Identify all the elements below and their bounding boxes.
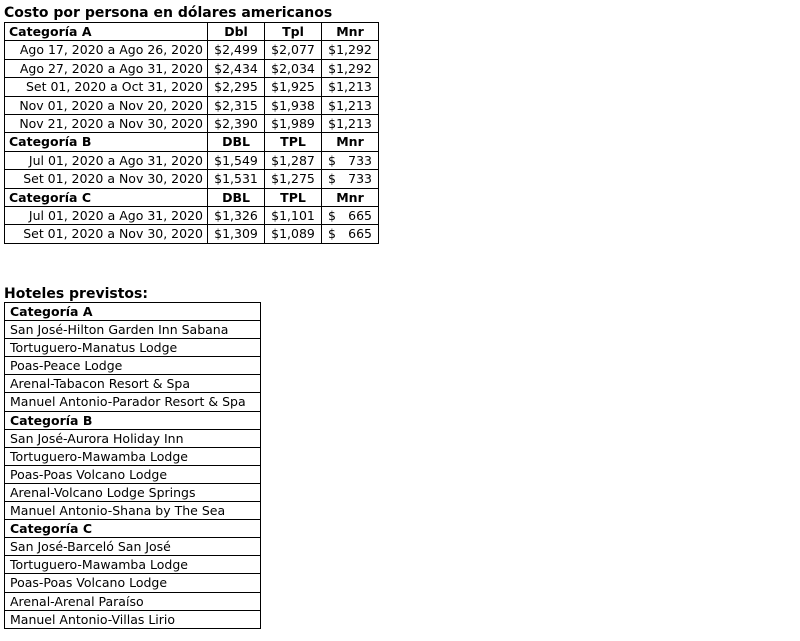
category-a-header: Categoría A bbox=[5, 23, 208, 41]
list-item bbox=[5, 483, 261, 501]
hotel-name: Poas-Peace Lodge bbox=[5, 357, 261, 375]
tpl-price: $1,989 bbox=[265, 115, 322, 133]
hotel-table bbox=[4, 302, 261, 629]
list-item bbox=[5, 592, 261, 610]
table-row bbox=[5, 170, 379, 188]
hotel-name: Tortuguero-Mawamba Lodge bbox=[5, 556, 261, 574]
col-mnr-header: Mnr bbox=[322, 188, 379, 206]
tpl-price: $1,287 bbox=[265, 151, 322, 169]
hotel-name: Poas-Poas Volcano Lodge bbox=[5, 574, 261, 592]
tpl-price: $1,101 bbox=[265, 207, 322, 225]
mnr-value: 665 bbox=[348, 208, 372, 224]
dbl-price: $2,295 bbox=[208, 78, 265, 96]
hotel-name: Arenal-Arenal Paraíso bbox=[5, 592, 261, 610]
list-item bbox=[5, 357, 261, 375]
col-dbl-header: Dbl bbox=[208, 23, 265, 41]
table-row bbox=[5, 41, 379, 59]
date-range: Jul 01, 2020 a Ago 31, 2020 bbox=[5, 207, 208, 225]
tpl-price: $1,089 bbox=[265, 225, 322, 243]
col-tpl-header: TPL bbox=[265, 188, 322, 206]
category-b-header: Categoría B bbox=[5, 133, 208, 151]
dbl-price: $2,390 bbox=[208, 115, 265, 133]
mnr-price: $1,292 bbox=[322, 59, 379, 77]
tpl-price: $2,034 bbox=[265, 59, 322, 77]
hotel-name: San José-Barceló San José bbox=[5, 538, 261, 556]
category-row bbox=[5, 411, 261, 429]
list-item bbox=[5, 610, 261, 628]
table-header-row bbox=[5, 188, 379, 206]
list-item bbox=[5, 502, 261, 520]
dbl-price: $1,549 bbox=[208, 151, 265, 169]
mnr-price bbox=[322, 207, 379, 225]
currency-symbol: $ bbox=[328, 171, 336, 187]
category-row bbox=[5, 303, 261, 321]
dbl-price: $1,326 bbox=[208, 207, 265, 225]
mnr-value: 733 bbox=[348, 171, 372, 187]
mnr-price: $1,213 bbox=[322, 78, 379, 96]
list-item bbox=[5, 538, 261, 556]
dbl-price: $1,531 bbox=[208, 170, 265, 188]
col-tpl-header: Tpl bbox=[265, 23, 322, 41]
date-range: Nov 01, 2020 a Nov 20, 2020 bbox=[5, 96, 208, 114]
hotel-name: San José-Hilton Garden Inn Sabana bbox=[5, 321, 261, 339]
mnr-price bbox=[322, 225, 379, 243]
list-item bbox=[5, 556, 261, 574]
list-item bbox=[5, 465, 261, 483]
mnr-price: $1,292 bbox=[322, 41, 379, 59]
category-c-header: Categoría C bbox=[5, 188, 208, 206]
table-header-row bbox=[5, 23, 379, 41]
list-item bbox=[5, 375, 261, 393]
table-row bbox=[5, 225, 379, 243]
mnr-value: 733 bbox=[348, 152, 372, 168]
table-row bbox=[5, 96, 379, 114]
dbl-price: $2,434 bbox=[208, 59, 265, 77]
mnr-value: 665 bbox=[348, 226, 372, 242]
tpl-price: $2,077 bbox=[265, 41, 322, 59]
col-mnr-header: Mnr bbox=[322, 133, 379, 151]
date-range: Set 01, 2020 a Oct 31, 2020 bbox=[5, 78, 208, 96]
hotel-name: San José-Aurora Holiday Inn bbox=[5, 429, 261, 447]
price-table bbox=[4, 22, 379, 244]
list-item bbox=[5, 393, 261, 411]
mnr-price bbox=[322, 151, 379, 169]
tpl-price: $1,275 bbox=[265, 170, 322, 188]
hotel-name: Arenal-Tabacon Resort & Spa bbox=[5, 375, 261, 393]
table-row bbox=[5, 59, 379, 77]
tpl-price: $1,938 bbox=[265, 96, 322, 114]
table-header-row bbox=[5, 133, 379, 151]
hotel-name: Manuel Antonio-Parador Resort & Spa bbox=[5, 393, 261, 411]
list-item bbox=[5, 429, 261, 447]
date-range: Ago 27, 2020 a Ago 31, 2020 bbox=[5, 59, 208, 77]
table-row bbox=[5, 207, 379, 225]
category-c-label: Categoría C bbox=[5, 520, 261, 538]
list-item bbox=[5, 447, 261, 465]
col-dbl-header: DBL bbox=[208, 133, 265, 151]
date-range: Ago 17, 2020 a Ago 26, 2020 bbox=[5, 41, 208, 59]
mnr-price bbox=[322, 170, 379, 188]
hotel-name: Poas-Poas Volcano Lodge bbox=[5, 465, 261, 483]
date-range: Nov 21, 2020 a Nov 30, 2020 bbox=[5, 115, 208, 133]
table-row bbox=[5, 78, 379, 96]
category-b-label: Categoría B bbox=[5, 411, 261, 429]
hotels-section-title: Hoteles previstos: bbox=[4, 286, 148, 302]
category-row bbox=[5, 520, 261, 538]
hotel-name: Tortuguero-Mawamba Lodge bbox=[5, 447, 261, 465]
mnr-price: $1,213 bbox=[322, 96, 379, 114]
hotel-name: Arenal-Volcano Lodge Springs bbox=[5, 483, 261, 501]
table-row bbox=[5, 115, 379, 133]
price-section-title: Costo por persona en dólares americanos bbox=[4, 5, 333, 21]
col-mnr-header: Mnr bbox=[322, 23, 379, 41]
col-tpl-header: TPL bbox=[265, 133, 322, 151]
hotel-name: Manuel Antonio-Villas Lirio bbox=[5, 610, 261, 628]
category-a-label: Categoría A bbox=[5, 303, 261, 321]
hotel-name: Tortuguero-Manatus Lodge bbox=[5, 339, 261, 357]
col-dbl-header: DBL bbox=[208, 188, 265, 206]
list-item bbox=[5, 574, 261, 592]
table-row bbox=[5, 151, 379, 169]
hotel-name: Manuel Antonio-Shana by The Sea bbox=[5, 502, 261, 520]
currency-symbol: $ bbox=[328, 152, 336, 168]
dbl-price: $1,309 bbox=[208, 225, 265, 243]
list-item bbox=[5, 339, 261, 357]
date-range: Set 01, 2020 a Nov 30, 2020 bbox=[5, 170, 208, 188]
dbl-price: $2,499 bbox=[208, 41, 265, 59]
dbl-price: $2,315 bbox=[208, 96, 265, 114]
currency-symbol: $ bbox=[328, 208, 336, 224]
list-item bbox=[5, 321, 261, 339]
mnr-price: $1,213 bbox=[322, 115, 379, 133]
date-range: Jul 01, 2020 a Ago 31, 2020 bbox=[5, 151, 208, 169]
tpl-price: $1,925 bbox=[265, 78, 322, 96]
date-range: Set 01, 2020 a Nov 30, 2020 bbox=[5, 225, 208, 243]
currency-symbol: $ bbox=[328, 226, 336, 242]
